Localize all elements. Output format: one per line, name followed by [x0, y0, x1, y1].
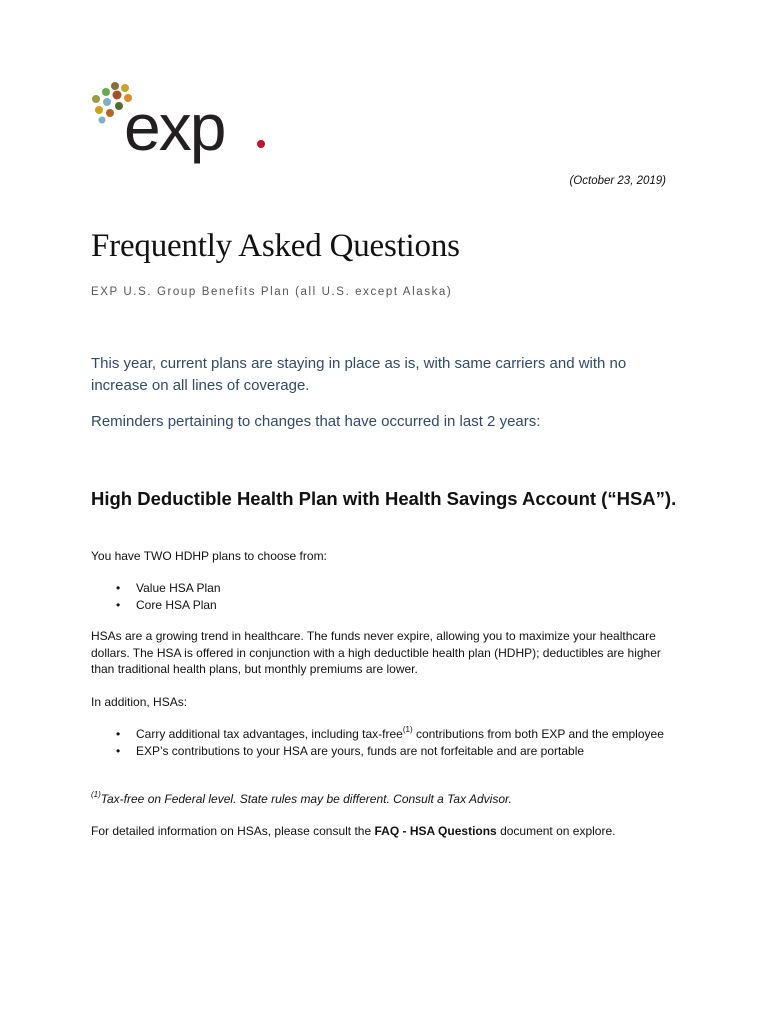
- in-addition-text: In addition, HSAs:: [91, 695, 188, 709]
- bullet-icon: •: [116, 743, 121, 758]
- section-heading-hdhp: High Deductible Health Plan with Health Savings Account (“HSA”).: [91, 488, 677, 509]
- benefit-text: EXP’s contributions to your HSA are yours, funds are not forfeitable and are portable: [136, 743, 585, 758]
- choose-plans-text: You have TWO HDHP plans to choose from:: [91, 549, 327, 563]
- detail-reference: [91, 823, 681, 840]
- reminder-statement: Reminders pertaining to changes that have occurred in last 2 years:: [91, 413, 541, 430]
- bullet-icon: •: [116, 581, 121, 595]
- plan-list: [91, 580, 681, 613]
- footnote-text: Tax-free on Federal level. State rules may be different. Consult a Tax Advisor.: [100, 792, 512, 806]
- exp-logo-graphic: [88, 82, 278, 192]
- detail-text-start: For detailed information on HSAs, please consult the: [91, 824, 375, 838]
- benefit-text-end: contributions from both EXP and the employee: [412, 727, 664, 741]
- page-title: Frequently Asked Questions: [91, 228, 460, 264]
- footnote-marker: (1): [402, 725, 413, 734]
- list-item: [91, 743, 681, 760]
- benefit-text-start: Carry additional tax advantages, including tax-free: [136, 727, 403, 741]
- intro-statement: This year, current plans are staying in place as is, with same carriers and with no increase on all lines of coverage.: [91, 355, 627, 394]
- bullet-icon: •: [116, 727, 121, 741]
- footnote-marker: (1): [91, 790, 101, 799]
- tax-footnote: [91, 791, 681, 808]
- detail-text-end: document on explore.: [496, 824, 616, 838]
- faq-document-reference: FAQ - HSA Questions: [374, 824, 497, 838]
- list-item: [91, 597, 681, 614]
- logo-red-dot: [257, 140, 265, 148]
- list-item: [91, 580, 681, 597]
- plan-name: Core HSA Plan: [136, 597, 217, 612]
- exp-logo: [88, 82, 278, 192]
- page-subtitle: EXP U.S. Group Benefits Plan (all U.S. except Alaska): [91, 286, 453, 298]
- benefit-list: [91, 726, 681, 759]
- logo-wordmark: exp: [124, 90, 225, 164]
- plan-name: Value HSA Plan: [136, 581, 221, 595]
- bullet-icon: •: [116, 597, 121, 612]
- list-item: [91, 726, 681, 743]
- document-date: (October 23, 2019): [569, 175, 666, 187]
- hsa-description: HSAs are a growing trend in healthcare. The funds never expire, allowing you to maximize your healthcare dollars. The HSA is offered in conjunction with a high deductible health plan (HDHP); deductibles are higher than traditional health plans, but monthly premiums are lower.: [91, 629, 661, 676]
